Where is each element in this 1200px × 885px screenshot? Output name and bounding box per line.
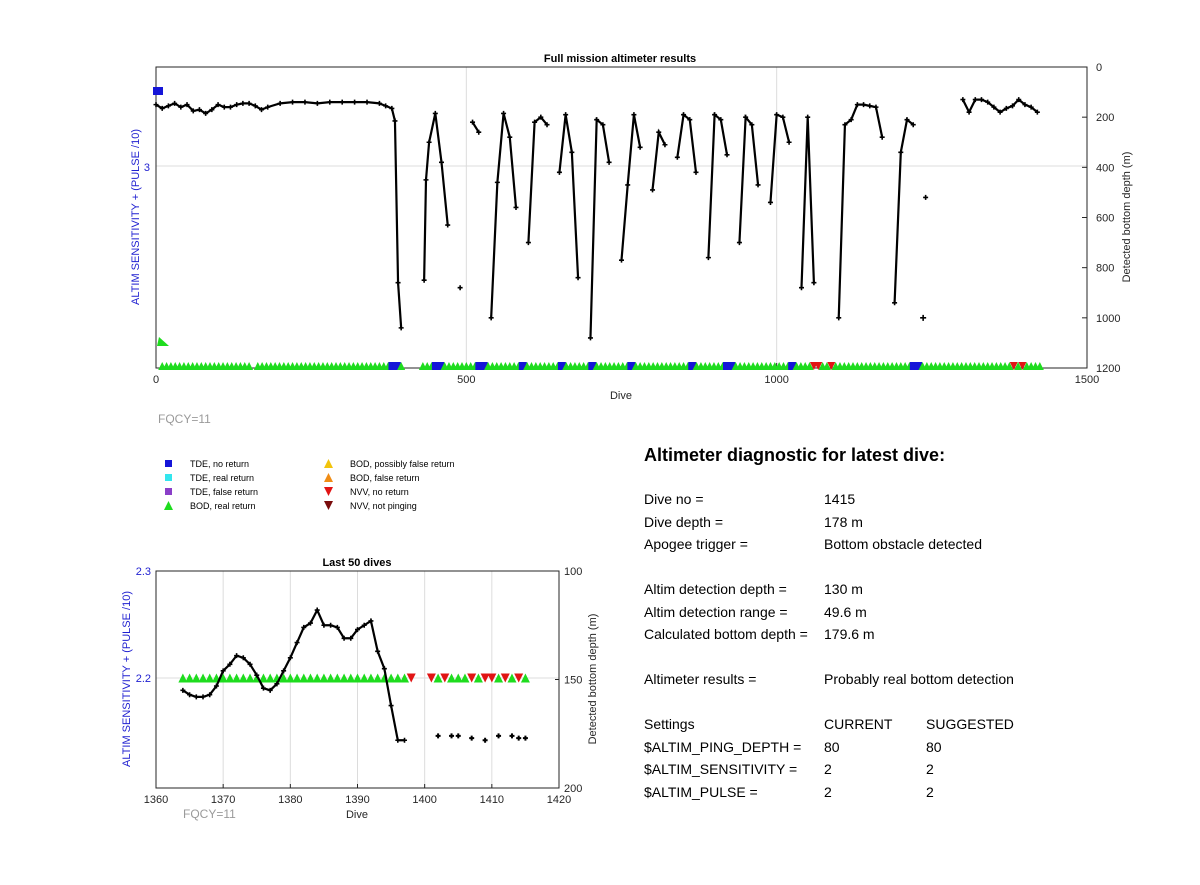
fqcy-label-bottom: FQCY=11 <box>183 807 236 821</box>
top-x-tick-label: 0 <box>152 374 160 386</box>
bottom-right-tick-label: 150 <box>564 674 583 687</box>
square-icon <box>160 458 176 469</box>
top-depth-point <box>588 335 593 340</box>
top-depth-point <box>489 315 494 320</box>
top-depth-point <box>737 240 742 245</box>
top-depth-line-segment <box>708 115 727 258</box>
bottom-x-axis-label: Dive <box>345 809 369 821</box>
top-depth-point <box>892 300 897 305</box>
bottom-depth-point <box>516 736 521 741</box>
bottom-right-tick-label: 200 <box>564 783 583 795</box>
bottom-x-tick-label: 1390 <box>345 794 370 806</box>
dive-depth-label: Dive depth = <box>644 513 723 530</box>
suggested-label: SUGGESTED <box>926 716 1014 732</box>
top-depth-line-segment <box>473 122 479 132</box>
top-depth-point <box>396 280 401 285</box>
settings-header-row <box>644 713 1184 736</box>
top-depth-point <box>513 205 518 210</box>
legend-label: NVV, no return <box>350 486 409 497</box>
legend-bod-real-return <box>160 500 256 511</box>
bottom-depth-point <box>496 733 501 738</box>
setting-current: 2 <box>824 761 832 777</box>
top-depth-line-segment <box>424 113 448 280</box>
setting-current: 2 <box>824 783 832 800</box>
top-right-tick-label: 1200 <box>1096 363 1121 375</box>
top-depth-point <box>422 278 427 283</box>
top-x-axis-label: Dive <box>609 390 633 402</box>
fqcy-label-top: FQCY=11 <box>158 412 211 426</box>
bottom-depth-point <box>523 736 528 741</box>
bottom-depth-point <box>201 694 206 699</box>
calculated-depth-value: 179.6 m <box>824 626 875 642</box>
dive-no-row <box>644 488 1184 511</box>
apogee-value: Bottom obstacle detected <box>824 536 982 552</box>
top-depth-point <box>923 195 928 200</box>
setting-suggested: 2 <box>926 761 934 777</box>
bottom-depth-point <box>456 733 461 738</box>
bottom-depth-point <box>389 703 394 708</box>
top-depth-line-segment <box>590 120 609 338</box>
detection-depth-label: Altim detection depth = <box>644 581 787 597</box>
legend-nvv-no-return <box>320 486 409 497</box>
top-depth-point <box>861 102 866 107</box>
legend-label: TDE, real return <box>190 472 255 483</box>
setting-name: $ALTIM_PULSE = <box>644 783 758 800</box>
top-depth-point <box>920 315 926 321</box>
setting-name: $ALTIM_SENSITIVITY = <box>644 761 798 777</box>
top-depth-point <box>811 280 816 285</box>
top-depth-point <box>867 103 872 108</box>
dive-depth-row <box>644 511 1184 534</box>
results-label: Altimeter results = <box>644 671 757 687</box>
top-depth-point <box>365 100 370 105</box>
bottom-right-axis-label: Detected bottom depth (m) <box>587 613 599 745</box>
setting-suggested: 2 <box>926 783 934 800</box>
top-depth-point <box>501 111 506 116</box>
bottom-x-tick-label: 1400 <box>412 794 437 806</box>
top-depth-line-segment <box>559 115 578 278</box>
top-depth-point <box>557 170 562 175</box>
top-depth-point <box>787 140 792 145</box>
marker-legend <box>160 458 540 518</box>
top-depth-point <box>756 182 761 187</box>
top-plot-frame <box>156 67 1087 368</box>
bottom-depth-point <box>436 733 441 738</box>
top-depth-point <box>290 100 295 105</box>
square-icon <box>160 472 176 483</box>
top-depth-point <box>576 275 581 280</box>
legend-tde-no-return <box>160 458 249 469</box>
top-depth-point <box>392 118 397 123</box>
top-depth-point <box>340 100 345 105</box>
triangle-down-icon <box>320 500 336 511</box>
top-depth-point <box>433 111 438 116</box>
bottom-depth-point <box>449 733 454 738</box>
triangle-down-icon <box>320 486 336 497</box>
legend-nvv-not-pinging <box>320 500 417 511</box>
top-depth-point <box>569 150 574 155</box>
bottom-left-tick-mid: 2.2 <box>135 673 151 685</box>
top-x-tick-label: 1000 <box>764 374 789 386</box>
top-depth-line-segment <box>677 115 696 173</box>
top-left-axis-label: ALTIM SENSITIVITY + (PULSE /10) <box>130 129 142 305</box>
bottom-depth-point <box>483 738 488 743</box>
top-right-axis-label: Detected bottom depth (m) <box>1121 151 1133 283</box>
legend-tde-real-return <box>160 472 254 483</box>
last-50-dives-plot <box>121 557 599 821</box>
altimeter-diagnostic-panel <box>644 445 1184 803</box>
top-depth-line-segment <box>839 105 882 318</box>
dive-depth-value: 178 m <box>824 513 863 530</box>
top-depth-point <box>327 100 332 105</box>
top-chart-title: Full mission altimeter results <box>543 53 697 65</box>
top-depth-point <box>607 160 612 165</box>
detection-range-label: Altim detection range = <box>644 603 788 620</box>
results-row <box>644 668 1184 691</box>
bottom-depth-point <box>395 738 400 743</box>
bottom-x-tick-label: 1360 <box>143 794 169 806</box>
top-depth-point <box>278 101 283 106</box>
top-depth-point <box>898 150 903 155</box>
bottom-depth-point <box>469 736 474 741</box>
detection-range-value: 49.6 m <box>824 603 867 620</box>
square-icon <box>160 486 176 497</box>
top-depth-point <box>526 240 531 245</box>
bottom-depth-point <box>328 623 333 628</box>
top-left-tde-marker <box>153 87 163 95</box>
top-depth-point <box>352 100 357 105</box>
top-depth-point <box>315 101 320 106</box>
top-left-bod-marker <box>157 337 169 346</box>
top-right-tick-label: 800 <box>1096 262 1115 275</box>
top-depth-line-segment <box>491 113 516 317</box>
calculated-depth-label: Calculated bottom depth = <box>644 626 808 642</box>
apogee-row <box>644 533 1184 556</box>
top-depth-point <box>873 105 878 110</box>
top-depth-line-segment <box>528 117 547 242</box>
dive-no-label: Dive no = <box>644 491 704 507</box>
bottom-left-axis-label: ALTIM SENSITIVITY + (PULSE /10) <box>121 591 133 767</box>
setting-suggested: 80 <box>926 738 942 755</box>
top-depth-point <box>725 152 730 157</box>
results-value: Probably real bottom detection <box>824 671 1014 687</box>
top-depth-point <box>423 177 428 182</box>
top-x-tick-label: 1500 <box>1074 374 1100 386</box>
detection-depth-row <box>644 578 1184 601</box>
bottom-x-tick-label: 1410 <box>479 794 505 806</box>
bottom-x-tick-label: 1380 <box>278 794 303 806</box>
dive-no-value: 1415 <box>824 491 856 507</box>
top-x-tick-label: 500 <box>457 374 476 386</box>
top-depth-point <box>625 182 630 187</box>
top-left-tick-label: 3 <box>143 162 150 174</box>
top-depth-point <box>638 145 643 150</box>
legend-tde-false-return <box>160 486 258 497</box>
top-depth-point <box>240 101 245 106</box>
legend-bod-false-return <box>320 472 420 483</box>
top-right-tick-label: 200 <box>1096 112 1115 125</box>
setting-current: 80 <box>824 738 840 755</box>
legend-label: NVV, not pinging <box>350 500 417 511</box>
diagnostic-title: Altimeter diagnostic for latest dive: <box>644 445 946 465</box>
detection-depth-value: 130 m <box>824 581 863 597</box>
legend-label: BOD, possibly false return <box>350 458 455 469</box>
legend-bod-possibly-false <box>320 458 455 469</box>
calculated-depth-row <box>644 623 1184 646</box>
top-depth-line-segment <box>739 117 758 242</box>
full-mission-plot <box>130 53 1133 402</box>
bottom-x-tick-label: 1370 <box>210 794 236 806</box>
apogee-label: Apogee trigger = <box>644 536 748 552</box>
top-depth-point <box>650 187 655 192</box>
settings-label: Settings <box>644 716 695 732</box>
top-depth-point <box>563 112 568 117</box>
top-depth-point <box>706 255 711 260</box>
bottom-chart-title: Last 50 dives <box>322 557 392 569</box>
legend-label: BOD, false return <box>350 472 420 483</box>
top-right-tick-label: 1000 <box>1096 312 1121 325</box>
setting-row <box>644 758 1184 781</box>
top-right-tick-label: 600 <box>1096 212 1115 225</box>
top-depth-point <box>675 155 680 160</box>
top-depth-line-segment <box>622 115 641 260</box>
top-depth-line-segment <box>801 117 813 288</box>
top-depth-point <box>631 112 636 117</box>
top-depth-point <box>495 180 500 185</box>
top-depth-point <box>768 200 773 205</box>
top-depth-point <box>507 135 512 140</box>
setting-row <box>644 781 1184 804</box>
bottom-right-tick-label: 100 <box>564 566 583 578</box>
top-depth-line-segment <box>156 102 401 328</box>
top-depth-point <box>427 140 432 145</box>
top-depth-line-segment <box>653 132 665 190</box>
detection-range-row <box>644 601 1184 624</box>
legend-label: TDE, false return <box>190 486 259 497</box>
top-depth-point <box>399 325 404 330</box>
setting-name: $ALTIM_PING_DEPTH = <box>644 738 802 755</box>
top-depth-line-segment <box>770 115 789 203</box>
bottom-depth-point <box>509 733 514 738</box>
top-depth-point <box>799 285 804 290</box>
top-depth-point <box>445 223 450 228</box>
top-depth-point <box>693 170 698 175</box>
triangle-up-icon <box>320 458 336 469</box>
bottom-depth-point <box>402 738 407 743</box>
top-depth-point <box>439 160 444 165</box>
bottom-depth-point <box>194 694 199 699</box>
setting-row <box>644 736 1184 759</box>
top-depth-point <box>619 258 624 263</box>
current-label: CURRENT <box>824 716 893 732</box>
top-right-tick-label: 400 <box>1096 162 1115 175</box>
top-depth-line-segment <box>895 120 914 303</box>
triangle-up-icon <box>160 500 176 511</box>
top-depth-point <box>458 285 463 290</box>
legend-label: BOD, real return <box>190 500 256 511</box>
legend-label: TDE, no return <box>190 458 250 469</box>
top-depth-point <box>302 100 307 105</box>
top-depth-point <box>805 115 810 120</box>
top-right-tick-label: 0 <box>1096 62 1103 74</box>
triangle-up-icon <box>320 472 336 483</box>
bottom-x-tick-label: 1420 <box>546 794 572 806</box>
bottom-left-tick-top: 2.3 <box>135 566 151 578</box>
top-depth-point <box>880 135 885 140</box>
top-depth-point <box>836 315 841 320</box>
